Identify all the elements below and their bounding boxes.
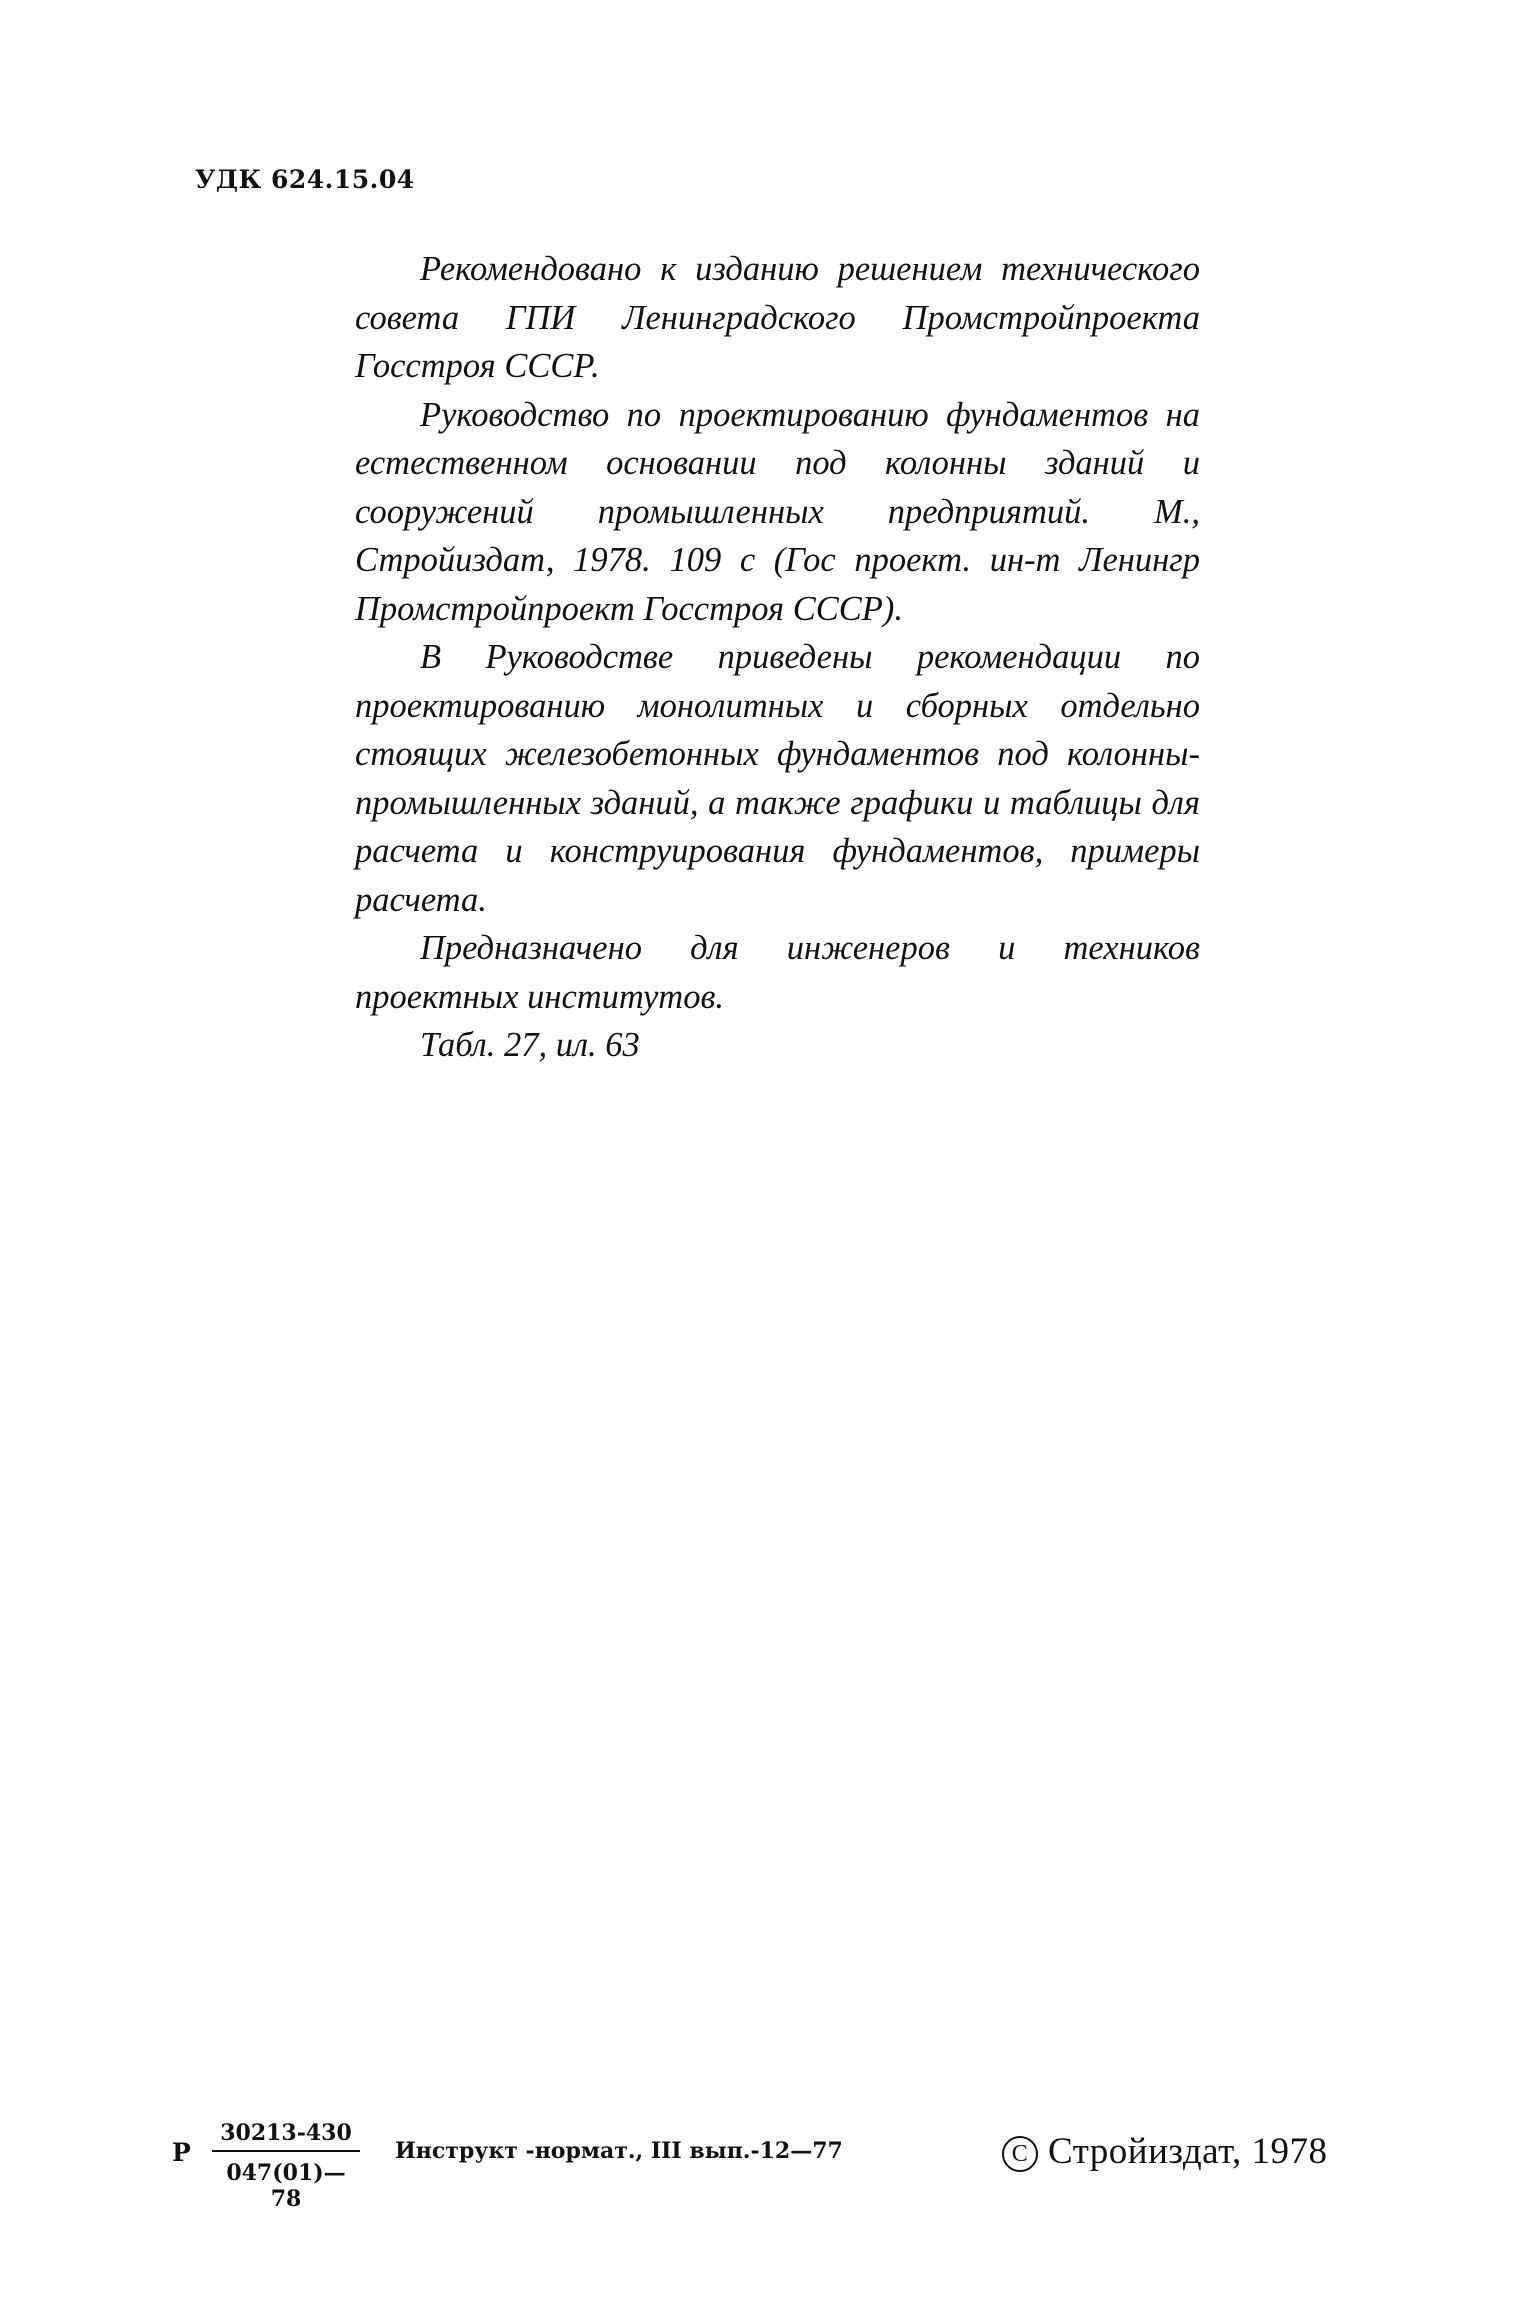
- abstract-block: [355, 245, 1200, 1070]
- tables-illustrations-count: Табл. 27, ил. 63: [420, 1026, 640, 1064]
- imprint-block: [172, 2120, 1372, 2220]
- imprint-denominator: 047(01)—78: [226, 2160, 346, 2212]
- imprint-numerator: 30213-430: [212, 2120, 360, 2152]
- description-paragraph: В Руководстве приведены рекомендации по проектированию монолитных и сборных отдельно стоящих железобетонных фундаментов под колонны-промышленных зданий, а также графики и таблицы для расчета и конструирования фундаментов, примеры расчета.: [355, 638, 1200, 919]
- recommendation-paragraph: Рекомендовано к изданию решением технического совета ГПИ Ленинградского Промстройпроекта Госстроя СССР.: [355, 250, 1200, 385]
- bibliographic-paragraph: Руководство по проектированию фундаментов на естественном основании под колонны зданий и сооружений промышленных предприятий. М., Стройиздат, 1978. 109 с (Гос проект. ин-т Ленингр Промстройпроект Госстроя СССР).: [355, 395, 1200, 628]
- copyright-text: Стройиздат, 1978: [1048, 2131, 1328, 2172]
- copyright-line: [1002, 2130, 1328, 2173]
- audience-paragraph: Предназначено для инженеров и техников проектных институтов.: [355, 929, 1200, 1016]
- imprint-fraction: [212, 2120, 360, 2212]
- udk-code: УДК 624.15.04: [195, 165, 415, 194]
- imprint-instruction: Инструкт -нормат., III вып.-12—77: [395, 2138, 843, 2164]
- copyright-icon: C: [1002, 2136, 1038, 2172]
- imprint-letter: Р: [172, 2138, 191, 2167]
